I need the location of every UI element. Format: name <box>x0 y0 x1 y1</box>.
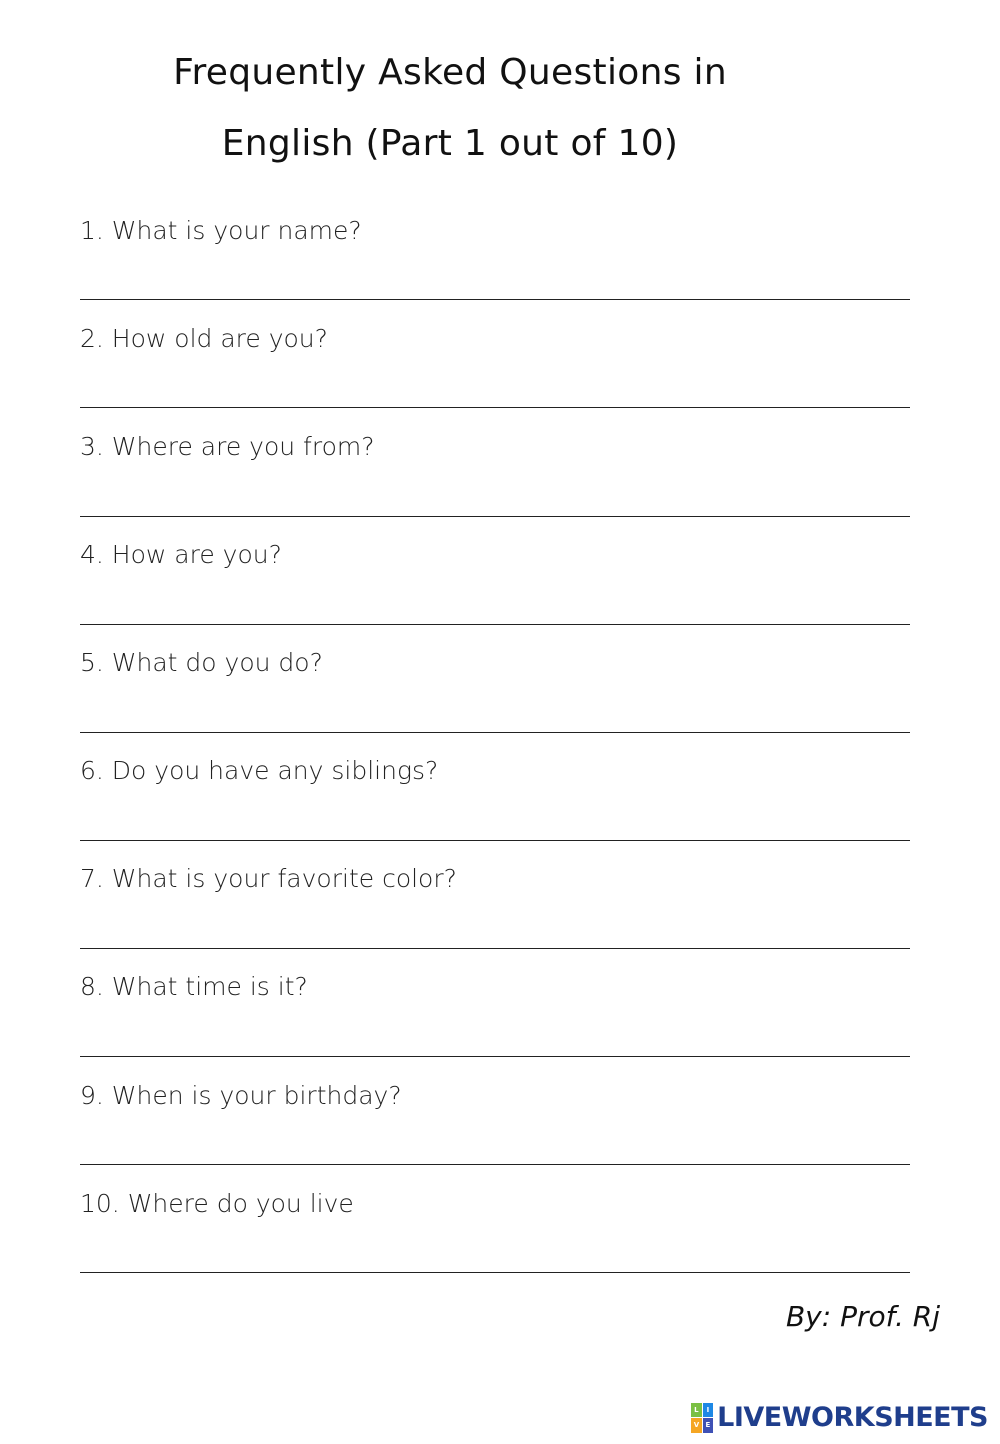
question-5: 5. What do you do? <box>80 648 323 677</box>
question-10: 10. Where do you live <box>80 1189 354 1218</box>
answer-line-7[interactable] <box>80 948 910 949</box>
liveworksheets-logo[interactable] <box>691 1402 988 1433</box>
answer-line-10[interactable] <box>80 1272 910 1273</box>
answer-line-9[interactable] <box>80 1164 910 1165</box>
question-1: 1. What is your name? <box>80 216 362 245</box>
question-8: 8. What time is it? <box>80 972 308 1001</box>
logo-tile-1: L <box>691 1403 702 1418</box>
answer-line-4[interactable] <box>80 624 910 625</box>
answer-line-3[interactable] <box>80 516 910 517</box>
answer-line-1[interactable] <box>80 299 910 300</box>
author-byline: By: Prof. Rj <box>785 1300 940 1333</box>
logo-tile-2: I <box>703 1403 714 1418</box>
question-9: 9. When is your birthday? <box>80 1081 402 1110</box>
worksheet-title-line-2: English (Part 1 out of 10) <box>221 123 679 164</box>
answer-line-2[interactable] <box>80 407 910 408</box>
question-6: 6. Do you have any siblings? <box>80 756 439 785</box>
question-2: 2. How old are you? <box>80 324 328 353</box>
answer-line-6[interactable] <box>80 840 910 841</box>
question-7: 7. What is your favorite color? <box>80 864 457 893</box>
logo-tile-4: E <box>703 1418 714 1433</box>
liveworksheets-logo-icon <box>691 1403 713 1433</box>
logo-wordmark: LIVEWORKSHEETS <box>717 1402 988 1433</box>
answer-line-5[interactable] <box>80 732 910 733</box>
logo-tile-3: V <box>691 1418 702 1433</box>
question-3: 3. Where are you from? <box>80 432 375 461</box>
question-4: 4. How are you? <box>80 540 282 569</box>
worksheet-title-line-1: Frequently Asked Questions in <box>173 52 727 93</box>
answer-line-8[interactable] <box>80 1056 910 1057</box>
